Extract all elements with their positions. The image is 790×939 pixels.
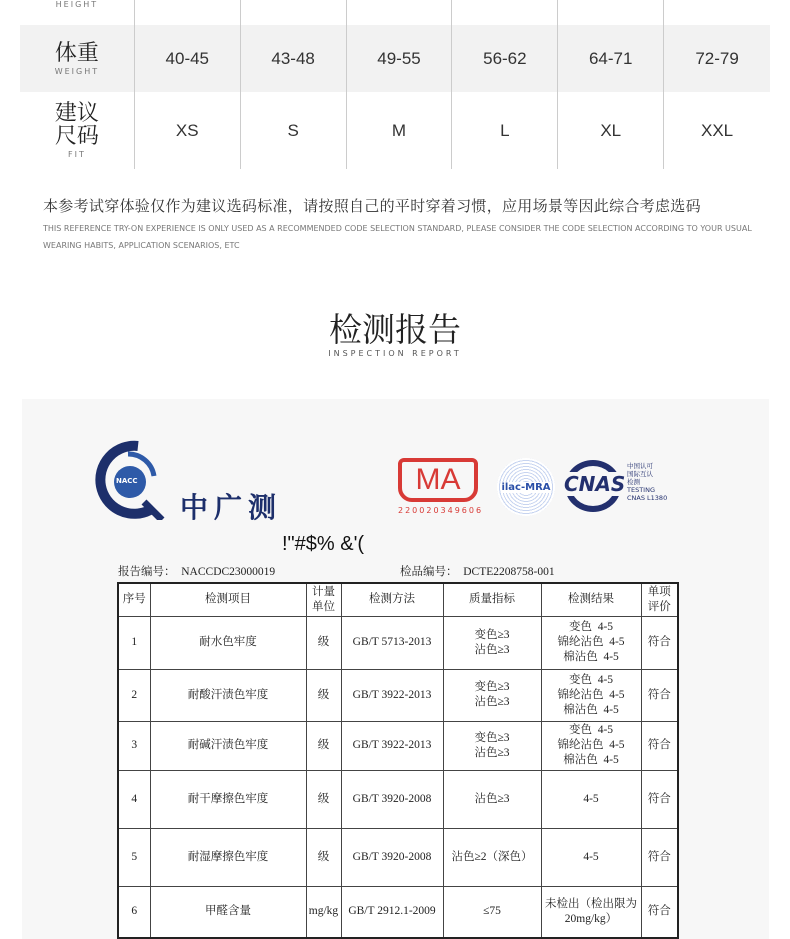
size-cell: [664, 0, 770, 25]
size-cell: XS: [135, 92, 241, 169]
size-cell: 56-62: [452, 25, 558, 92]
row-item: 耐干摩擦色牢度: [150, 770, 306, 828]
size-cell: [558, 0, 664, 25]
row-unit: mg/kg: [306, 886, 341, 938]
row-result: [541, 770, 641, 828]
logo-text: 中广测: [180, 491, 283, 524]
report-number: [118, 563, 275, 579]
size-cell: S: [241, 92, 347, 169]
report-number-value: NACCDC23000019: [181, 566, 276, 578]
cnas-side-line: CNAS L1380: [627, 494, 668, 502]
sample-number: [400, 563, 555, 579]
row-method: GB/T 3922-2013: [341, 721, 443, 770]
row-no: 4: [118, 770, 150, 828]
cma-number: 220020349606: [398, 506, 484, 515]
sample-number-label: 检品编号：: [400, 566, 458, 578]
size-cell: [347, 0, 453, 25]
result-line: 未检出（检出限为: [545, 897, 637, 910]
cnas-logo: [565, 460, 670, 512]
row-spec: [443, 828, 541, 886]
row-result: [541, 669, 641, 721]
row-result: [541, 616, 641, 669]
result-line: 20mg/kg）: [564, 912, 618, 925]
table-header: [306, 583, 341, 616]
spec-line: 变色≥3: [474, 731, 510, 744]
spec-line: 沾色≥3: [474, 746, 510, 759]
table-header: [641, 583, 678, 616]
row-unit: 级: [306, 721, 341, 770]
table-header: [541, 583, 641, 616]
row-result: [541, 828, 641, 886]
row-no: 1: [118, 616, 150, 669]
spec-line: 沾色≥3: [474, 643, 510, 656]
result-line: 棉沾色 4-5: [563, 651, 619, 663]
header-text: 检测方法: [369, 593, 415, 606]
section-title: 检测报告: [329, 310, 461, 349]
table-header: [150, 583, 306, 616]
result-line: 棉沾色 4-5: [563, 703, 619, 716]
header-text: 检测项目: [205, 593, 251, 606]
label-cn: 体重: [54, 40, 99, 66]
spec-line: ≤75: [483, 905, 501, 918]
cnas-side-line: 中国认可: [627, 462, 653, 470]
row-result: [541, 886, 641, 938]
row-unit: 级: [306, 770, 341, 828]
label-en: HEIGHT: [55, 0, 99, 9]
cnas-side-line: 国际互认: [627, 470, 653, 478]
row-method: GB/T 3920-2008: [341, 770, 443, 828]
size-row: [20, 25, 770, 92]
size-row: [20, 0, 770, 25]
result-line: 变色 4-5: [568, 724, 614, 736]
row-spec: [443, 886, 541, 938]
size-row-label: [20, 0, 135, 25]
row-spec: [443, 616, 541, 669]
row-no: 3: [118, 721, 150, 770]
row-method: GB/T 3922-2013: [341, 669, 443, 721]
row-item: 耐碱汗渍色牢度: [150, 721, 306, 770]
result-line: 变色 4-5: [568, 673, 614, 686]
spec-line: 变色≥3: [474, 681, 510, 693]
row-eval: 符合: [641, 616, 678, 669]
row-method: GB/T 5713-2013: [341, 616, 443, 669]
logo-badge: NACC: [116, 477, 138, 485]
report-garbled-title: !"#$% &'(: [282, 533, 365, 555]
size-chart: [20, 0, 770, 169]
row-unit: 级: [306, 669, 341, 721]
row-method: GB/T 3920-2008: [341, 828, 443, 886]
size-row-label: [20, 92, 135, 169]
row-eval: 符合: [641, 669, 678, 721]
size-cell: [241, 0, 347, 25]
row-spec: [443, 669, 541, 721]
result-line: 棉沾色 4-5: [563, 754, 619, 766]
sample-number-value: DCTE2208758-001: [463, 566, 555, 578]
ilac-logo: [497, 458, 555, 516]
section-subtitle: INSPECTION REPORT: [328, 349, 462, 358]
header-text: 序号: [122, 593, 146, 606]
row-spec: [443, 721, 541, 770]
size-note-en: THIS REFERENCE TRY-ON EXPERIENCE IS ONLY USED AS A RECOMMENDED CODE SELECTION STANDARD, PLEASE CONSIDER THE CODE SELECTION ACCORDING TO YOUR USUAL WEARING HABITS, APPLICATION SCENARIOS, ETC: [43, 224, 752, 250]
size-row: [20, 92, 770, 169]
row-eval: 符合: [641, 886, 678, 938]
table-header: [443, 583, 541, 616]
label-cn: 建议尺码: [54, 101, 99, 149]
row-no: 6: [118, 886, 150, 938]
row-eval: 符合: [641, 721, 678, 770]
row-spec: [443, 770, 541, 828]
nacc-logo: [88, 440, 288, 524]
table-header: [341, 583, 443, 616]
size-cell: [135, 0, 241, 25]
result-line: 4-5: [583, 792, 599, 805]
row-unit: 级: [306, 828, 341, 886]
row-no: 2: [118, 669, 150, 721]
size-note-cn: 本参考试穿体验仅作为建议选码标准，请按照自己的平时穿着习惯，应用场景等因此综合考虑选码: [43, 197, 701, 215]
size-cell: L: [452, 92, 558, 169]
row-item: 耐水色牢度: [150, 616, 306, 669]
label-en: FIT: [67, 150, 86, 159]
size-cell: 72-79: [695, 48, 739, 68]
row-item: 甲醛含量: [150, 886, 306, 938]
size-cell: 40-45: [135, 25, 241, 92]
result-line: 变色 4-5: [568, 621, 614, 633]
label-en: WEIGHT: [54, 66, 100, 76]
table-row: [118, 721, 678, 770]
size-cell: XL: [558, 92, 664, 169]
cma-text: MA: [415, 463, 461, 496]
spec-line: 沾色≥2（深色）: [451, 850, 533, 863]
size-cell: [452, 0, 558, 25]
result-line: 锦纶沾色 4-5: [557, 688, 625, 701]
spec-line: 变色≥3: [474, 628, 510, 641]
table-row: [118, 616, 678, 669]
header-text: 质量指标: [469, 593, 515, 606]
table-row: [118, 828, 678, 886]
row-method: GB/T 2912.1-2009: [341, 886, 443, 938]
cnas-side-line: 检测: [627, 478, 640, 486]
row-item: 耐酸汗渍色牢度: [150, 669, 306, 721]
row-result: [541, 721, 641, 770]
size-row-label: [20, 25, 135, 92]
table-row: [118, 770, 678, 828]
result-line: 锦纶沾色 4-5: [557, 739, 625, 751]
header-text: 检测结果: [568, 593, 614, 606]
cnas-text: CNAS: [564, 472, 626, 496]
size-cell: XXL: [701, 120, 734, 140]
result-line: 4-5: [583, 850, 599, 863]
report-table: [117, 582, 679, 939]
cma-logo: [398, 458, 482, 518]
row-no: 5: [118, 828, 150, 886]
header-text: 单项评价: [647, 585, 671, 613]
size-cell: 43-48: [241, 25, 347, 92]
spec-line: 沾色≥3: [474, 696, 510, 708]
row-eval: 符合: [641, 828, 678, 886]
cnas-side-line: TESTING: [627, 486, 655, 494]
header-text: 计量单位: [312, 585, 335, 613]
row-unit: 级: [306, 616, 341, 669]
size-cell: 64-71: [558, 25, 664, 92]
size-cell: 49-55: [347, 25, 453, 92]
result-line: 锦纶沾色 4-5: [557, 636, 625, 648]
spec-line: 沾色≥3: [474, 792, 510, 805]
table-header: [118, 583, 150, 616]
table-row: [118, 669, 678, 721]
table-row: [118, 886, 678, 938]
row-item: 耐湿摩擦色牢度: [150, 828, 306, 886]
ilac-text: ilac-MRA: [501, 481, 551, 493]
row-eval: 符合: [641, 770, 678, 828]
report-number-label: 报告编号：: [118, 566, 176, 578]
size-cell: M: [347, 92, 453, 169]
